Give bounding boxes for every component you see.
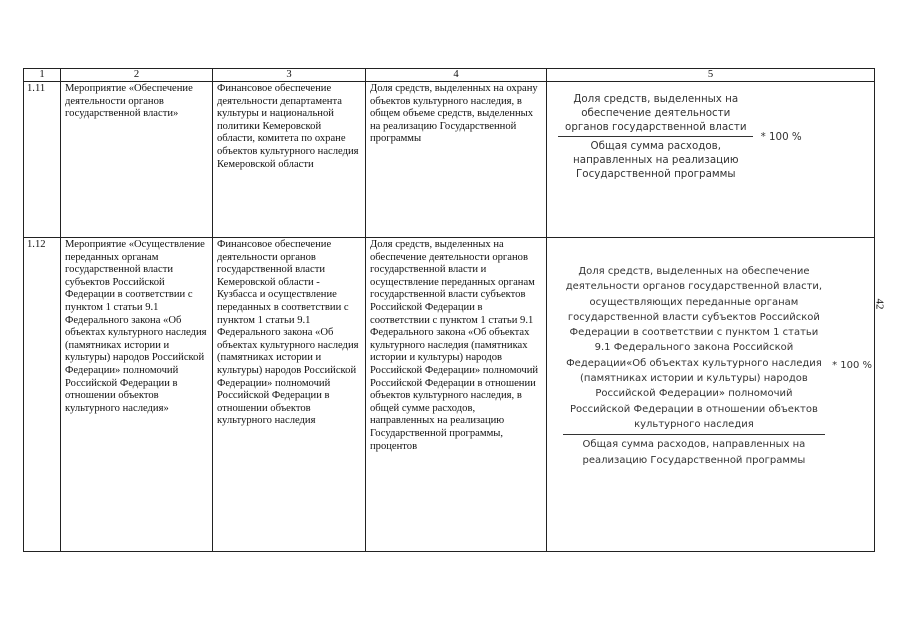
event-cell: Мероприятие «Обеспечение деятельности органов государственной власти» — [61, 82, 213, 238]
formula — [555, 92, 805, 181]
formula-fraction — [558, 92, 753, 181]
header-cell: 5 — [547, 69, 875, 82]
financing-cell: Финансовое обеспечение деятельности департамента культуры и национальной политики Кемеровской области, комитета по охране объектов культурного наследия Кемеровской области — [213, 82, 366, 238]
table-header-row — [24, 69, 875, 82]
page-number: 42 — [873, 298, 886, 310]
formula-cell — [547, 82, 875, 238]
formula-multiplier: * 100 % — [760, 130, 802, 143]
indicators-table — [23, 68, 875, 552]
header-cell: 3 — [213, 69, 366, 82]
table-row — [24, 82, 875, 238]
header-cell: 1 — [24, 69, 61, 82]
formula-numerator: Доля средств, выделенных на обеспечение деятельности органов государственной власти — [558, 92, 753, 137]
formula-denominator: Общая сумма расходов, направленных на реализацию Государственной программы — [573, 140, 739, 180]
indicator-cell: Доля средств, выделенных на обеспечение деятельности органов государственной власти и осуществление переданных органам государственной власти субъектов Российской Федерации в соответствии с пунктом 1 статьи 9.1 Федерального закона «Об объектах культурного наследия (памятниках истории и культуры) народов Российской Федерации» полномочий Российской Федерации в отношении объектов культурного наследия, в общей сумме расходов, направленных на реализацию Государственной программы, процентов — [366, 238, 547, 552]
event-cell: Мероприятие «Осуществление переданных органам государственной власти субъектов Российской Федерации в соответствии с пунктом 1 статьи 9.1 Федерального закона «Об объектах культурного наследия (памятниках истории и культуры) народов Российской Федерации» полномочий Российской Федерации в отношении объектов культурного наследия» — [61, 238, 213, 552]
header-cell: 4 — [366, 69, 547, 82]
formula-numerator: Доля средств, выделенных на обеспечение деятельности органов государственной власти, осуществляющих переданные органам государственной власти субъектов Российской Федерации в соответствии с пунктом 1 статьи 9.1 Федерального закона Российской Федерации«Об объектах культурного наследия (памятниках истории и культуры) народов Российской Федерации» полномочий Российской Федерации в отношении объектов культурного наследия — [563, 264, 825, 435]
formula-denominator: Общая сумма расходов, направленных на реализацию Государственной программы — [582, 439, 806, 466]
indicator-cell: Доля средств, выделенных на охрану объектов культурного наследия, в общем объеме средств, выделенных на реализацию Государственной программы — [366, 82, 547, 238]
formula-cell — [547, 238, 875, 552]
financing-cell: Финансовое обеспечение деятельности органов государственной власти Кемеровской области - Кузбасса и осуществление переданных в соответствии с пунктом 1 статьи 9.1 Федерального закона «Об объектах культурного наследия (памятниках истории и культуры) народов Российской Федерации» полномочий Российской Федерации в отношении объектов культурного наследия — [213, 238, 366, 552]
formula-fraction — [563, 264, 825, 468]
row-number: 1.11 — [24, 82, 61, 238]
formula-multiplier: * 100 % — [832, 360, 873, 372]
table-row — [24, 238, 875, 552]
header-cell: 2 — [61, 69, 213, 82]
formula — [555, 264, 880, 468]
row-number: 1.12 — [24, 238, 61, 552]
